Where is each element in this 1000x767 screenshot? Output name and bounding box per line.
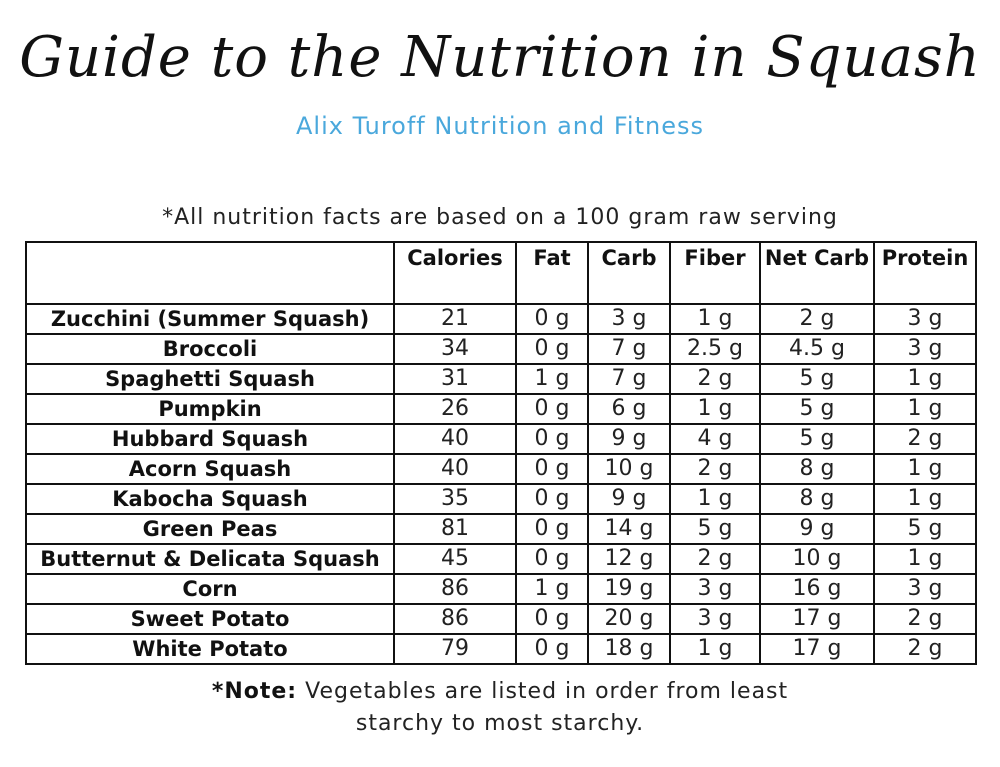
nutrient-value-cell: 45 bbox=[394, 544, 516, 574]
nutrient-value-cell: 7 g bbox=[588, 364, 670, 394]
nutrient-value-cell: 9 g bbox=[588, 424, 670, 454]
table-row bbox=[26, 364, 976, 394]
nutrient-value-cell: 0 g bbox=[516, 634, 588, 664]
note-line-2: starchy to most starchy. bbox=[355, 711, 645, 736]
nutrient-value-cell: 14 g bbox=[588, 514, 670, 544]
table-row bbox=[26, 394, 976, 424]
nutrient-value-cell: 79 bbox=[394, 634, 516, 664]
column-header: Fat bbox=[516, 242, 588, 304]
nutrient-value-cell: 31 bbox=[394, 364, 516, 394]
nutrient-value-cell: 86 bbox=[394, 574, 516, 604]
nutrient-value-cell: 26 bbox=[394, 394, 516, 424]
nutrient-value-cell: 0 g bbox=[516, 544, 588, 574]
nutrient-value-cell: 2 g bbox=[670, 364, 760, 394]
nutrient-value-cell: 8 g bbox=[760, 484, 874, 514]
nutrient-value-cell: 1 g bbox=[874, 454, 976, 484]
nutrient-value-cell: 2 g bbox=[874, 604, 976, 634]
column-header: Carb bbox=[588, 242, 670, 304]
nutrient-value-cell: 3 g bbox=[670, 574, 760, 604]
nutrient-value-cell: 40 bbox=[394, 424, 516, 454]
note-label: *Note: bbox=[211, 679, 298, 704]
nutrient-value-cell: 1 g bbox=[516, 574, 588, 604]
column-header: Net Carb bbox=[760, 242, 874, 304]
nutrient-value-cell: 20 g bbox=[588, 604, 670, 634]
nutrient-value-cell: 5 g bbox=[760, 364, 874, 394]
nutrient-value-cell: 40 bbox=[394, 454, 516, 484]
table-row bbox=[26, 334, 976, 364]
vegetable-name-cell: Kabocha Squash bbox=[26, 484, 394, 514]
nutrient-value-cell: 10 g bbox=[588, 454, 670, 484]
table-row bbox=[26, 454, 976, 484]
vegetable-name-cell: Acorn Squash bbox=[26, 454, 394, 484]
nutrient-value-cell: 1 g bbox=[874, 394, 976, 424]
nutrient-value-cell: 1 g bbox=[670, 484, 760, 514]
vegetable-name-cell: Sweet Potato bbox=[26, 604, 394, 634]
nutrient-value-cell: 8 g bbox=[760, 454, 874, 484]
table-row bbox=[26, 484, 976, 514]
nutrient-value-cell: 9 g bbox=[588, 484, 670, 514]
note-text: Vegetables are listed in order from least bbox=[297, 679, 789, 704]
nutrient-value-cell: 3 g bbox=[670, 604, 760, 634]
vegetable-name-cell: Pumpkin bbox=[26, 394, 394, 424]
nutrient-value-cell: 3 g bbox=[588, 304, 670, 334]
note-line-1 bbox=[0, 676, 1000, 708]
nutrient-value-cell: 1 g bbox=[874, 544, 976, 574]
table-row bbox=[26, 544, 976, 574]
column-header: Protein bbox=[874, 242, 976, 304]
nutrient-value-cell: 1 g bbox=[516, 364, 588, 394]
nutrient-value-cell: 10 g bbox=[760, 544, 874, 574]
nutrient-value-cell: 19 g bbox=[588, 574, 670, 604]
nutrient-value-cell: 3 g bbox=[874, 574, 976, 604]
nutrient-value-cell: 35 bbox=[394, 484, 516, 514]
table-row bbox=[26, 574, 976, 604]
nutrient-value-cell: 12 g bbox=[588, 544, 670, 574]
nutrient-value-cell: 0 g bbox=[516, 514, 588, 544]
nutrient-value-cell: 2 g bbox=[874, 424, 976, 454]
nutrient-value-cell: 0 g bbox=[516, 304, 588, 334]
nutrient-value-cell: 81 bbox=[394, 514, 516, 544]
table-row bbox=[26, 514, 976, 544]
vegetable-name-cell: Spaghetti Squash bbox=[26, 364, 394, 394]
nutrient-value-cell: 21 bbox=[394, 304, 516, 334]
nutrient-value-cell: 5 g bbox=[874, 514, 976, 544]
nutrient-value-cell: 3 g bbox=[874, 334, 976, 364]
table-row bbox=[26, 604, 976, 634]
nutrient-value-cell: 86 bbox=[394, 604, 516, 634]
nutrient-value-cell: 1 g bbox=[874, 484, 976, 514]
nutrient-value-cell: 0 g bbox=[516, 484, 588, 514]
table-header-row bbox=[26, 242, 976, 304]
nutrient-value-cell: 6 g bbox=[588, 394, 670, 424]
nutrient-value-cell: 5 g bbox=[670, 514, 760, 544]
nutrient-value-cell: 1 g bbox=[670, 634, 760, 664]
nutrient-value-cell: 2 g bbox=[760, 304, 874, 334]
nutrient-value-cell: 4.5 g bbox=[760, 334, 874, 364]
vegetable-name-cell: Broccoli bbox=[26, 334, 394, 364]
vegetable-name-cell: Corn bbox=[26, 574, 394, 604]
nutrient-value-cell: 17 g bbox=[760, 604, 874, 634]
column-header bbox=[26, 242, 394, 304]
nutrient-value-cell: 5 g bbox=[760, 394, 874, 424]
nutrient-value-cell: 18 g bbox=[588, 634, 670, 664]
nutrient-value-cell: 3 g bbox=[874, 304, 976, 334]
nutrient-value-cell: 1 g bbox=[670, 304, 760, 334]
nutrient-value-cell: 4 g bbox=[670, 424, 760, 454]
nutrition-table bbox=[25, 241, 977, 665]
nutrient-value-cell: 0 g bbox=[516, 604, 588, 634]
vegetable-name-cell: Hubbard Squash bbox=[26, 424, 394, 454]
nutrient-value-cell: 34 bbox=[394, 334, 516, 364]
starch-order-note bbox=[0, 676, 1000, 740]
nutrient-value-cell: 7 g bbox=[588, 334, 670, 364]
nutrient-value-cell: 0 g bbox=[516, 454, 588, 484]
nutrient-value-cell: 9 g bbox=[760, 514, 874, 544]
page-title: Guide to the Nutrition in Squash bbox=[19, 25, 981, 90]
nutrient-value-cell: 1 g bbox=[670, 394, 760, 424]
nutrient-value-cell: 0 g bbox=[516, 424, 588, 454]
column-header: Calories bbox=[394, 242, 516, 304]
vegetable-name-cell: Butternut & Delicata Squash bbox=[26, 544, 394, 574]
table-row bbox=[26, 634, 976, 664]
vegetable-name-cell: Zucchini (Summer Squash) bbox=[26, 304, 394, 334]
nutrient-value-cell: 16 g bbox=[760, 574, 874, 604]
nutrient-value-cell: 2 g bbox=[670, 454, 760, 484]
serving-basis-note: *All nutrition facts are based on a 100 gram raw serving bbox=[162, 205, 838, 230]
nutrient-value-cell: 17 g bbox=[760, 634, 874, 664]
table-row bbox=[26, 304, 976, 334]
table-row bbox=[26, 424, 976, 454]
nutrient-value-cell: 2 g bbox=[874, 634, 976, 664]
page-subtitle: Alix Turoff Nutrition and Fitness bbox=[296, 112, 704, 140]
column-header: Fiber bbox=[670, 242, 760, 304]
nutrient-value-cell: 1 g bbox=[874, 364, 976, 394]
nutrient-value-cell: 5 g bbox=[760, 424, 874, 454]
nutrient-value-cell: 0 g bbox=[516, 334, 588, 364]
vegetable-name-cell: White Potato bbox=[26, 634, 394, 664]
nutrient-value-cell: 2 g bbox=[670, 544, 760, 574]
vegetable-name-cell: Green Peas bbox=[26, 514, 394, 544]
nutrient-value-cell: 0 g bbox=[516, 394, 588, 424]
nutrient-value-cell: 2.5 g bbox=[670, 334, 760, 364]
